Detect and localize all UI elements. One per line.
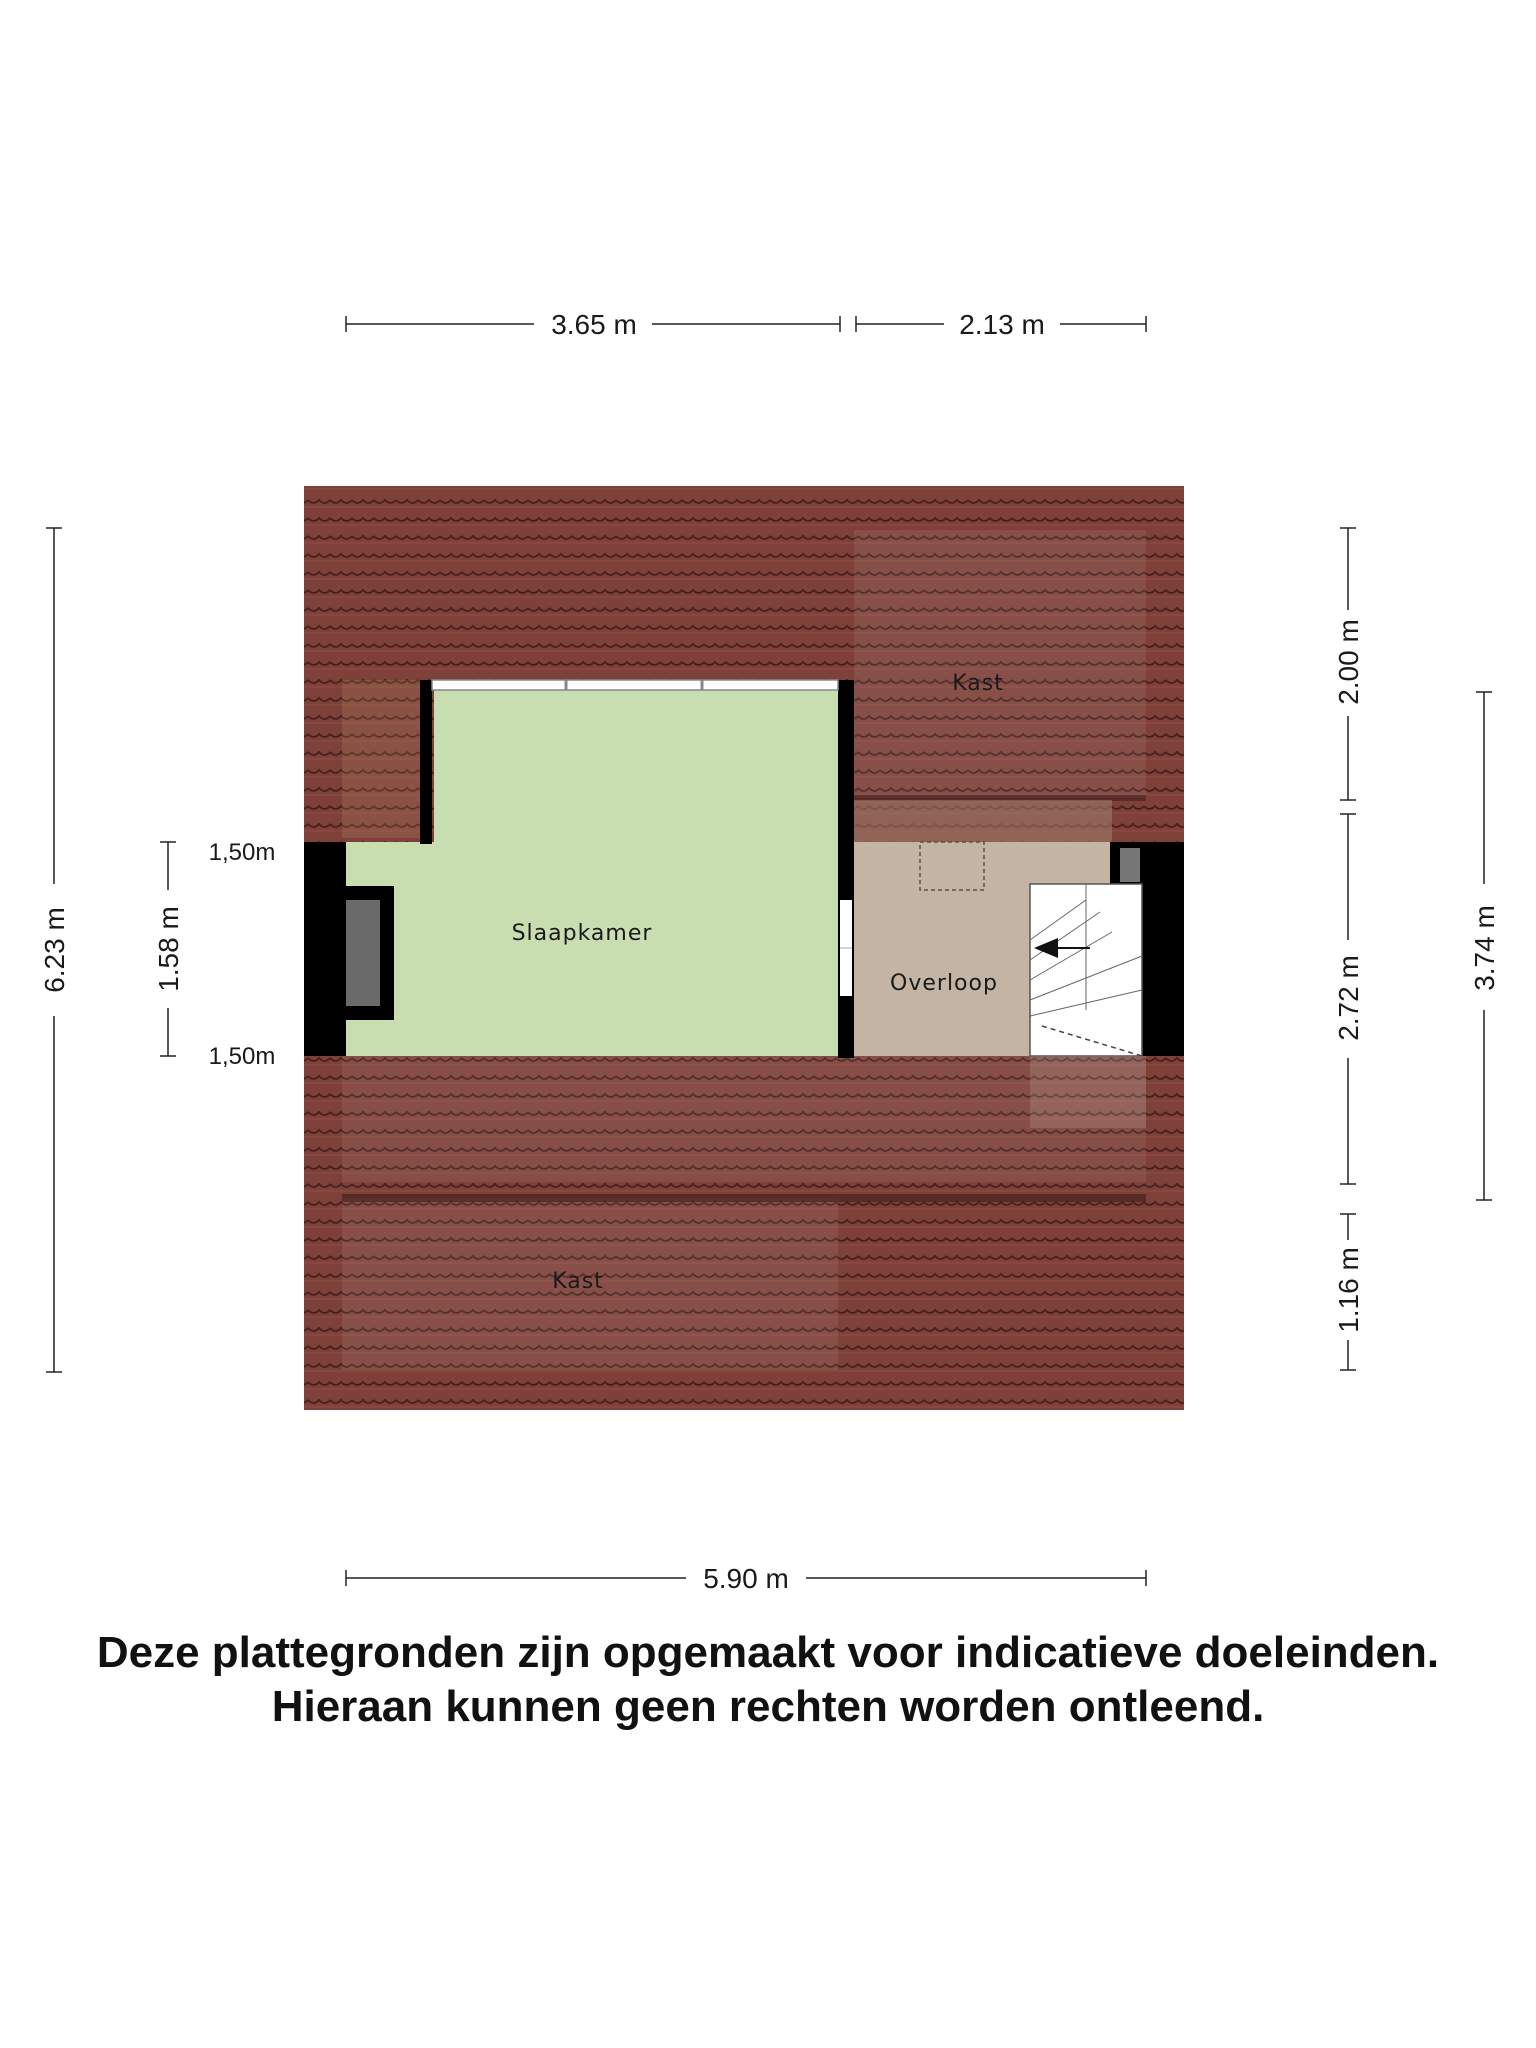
right-gable-wall — [1146, 842, 1184, 1056]
dim-right-outer: 3.74 m — [1469, 905, 1500, 991]
dim-left-outer: 6.23 m — [39, 907, 70, 993]
roof-shade-top-closet — [854, 530, 1146, 798]
height-top-label: 1,50m — [208, 839, 276, 866]
dim-right-middle: 2.72 m — [1333, 955, 1364, 1041]
bedroom-wall-left-upper — [420, 680, 432, 844]
dim-top-right: 2.13 m — [959, 309, 1045, 340]
flue-inner — [1120, 848, 1140, 882]
dim-right-top: 2.00 m — [1333, 619, 1364, 705]
landing-top-band — [854, 800, 1112, 842]
bedroom-window — [432, 680, 838, 690]
bedroom-label: Slaapkamer — [511, 921, 653, 946]
disclaimer-line-1: Deze plattegronden zijn opgemaakt voor indicatieve doeleinden. — [96, 1628, 1440, 1677]
roof-shade-bottom-band — [342, 1056, 1146, 1182]
closet-top-label: Kast — [952, 671, 1004, 696]
bedroom-wall-right — [838, 680, 854, 1058]
dim-bottom: 5.90 m — [703, 1563, 789, 1594]
disclaimer-line-2: Hieraan kunnen geen rechten worden ontleend. — [271, 1682, 1265, 1731]
dim-right-bottom: 1.16 m — [1333, 1247, 1364, 1333]
landing-label: Overloop — [890, 971, 998, 996]
staircase — [1030, 884, 1142, 1056]
closet-bottom-label: Kast — [552, 1269, 604, 1294]
roof-shade-left-nook — [342, 680, 422, 838]
stair-lower-shade — [1030, 1056, 1146, 1128]
stair-wall — [1142, 884, 1148, 1056]
dim-top-left: 3.65 m — [551, 309, 637, 340]
dim-left-inner: 1.58 m — [153, 906, 184, 992]
height-bottom-label: 1,50m — [208, 1043, 276, 1070]
chimney-inner — [346, 900, 380, 1006]
